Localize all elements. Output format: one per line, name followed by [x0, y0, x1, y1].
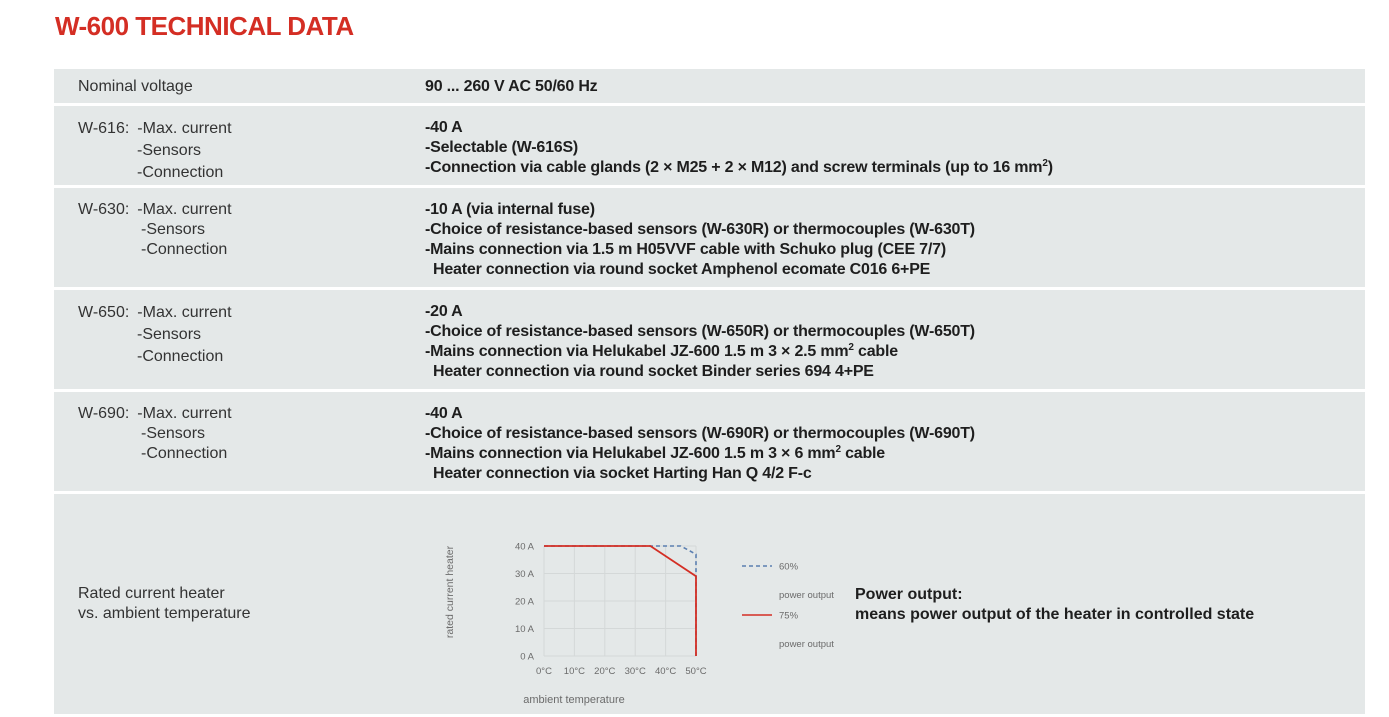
spec-value: [425, 200, 975, 280]
spec-row-w630: [54, 188, 1365, 290]
x-tick-label: 40°C: [654, 666, 677, 677]
value-line: [425, 342, 975, 362]
model-name: W-616:: [78, 120, 130, 137]
value-line: -40 A: [425, 405, 463, 422]
spec-label: [78, 200, 232, 260]
y-tick-label: 40 A: [514, 541, 534, 553]
spec-row-nominal-voltage: [54, 69, 1365, 106]
x-axis-label: ambient temperature: [523, 694, 625, 706]
sub-label: -Sensors: [141, 425, 206, 442]
sub-label: -Sensors: [141, 221, 206, 238]
value-text: -Mains connection via Helukabel JZ-600 1.5 m 3 × 2.5 mm: [425, 343, 849, 360]
y-tick-label: 0 A: [520, 651, 534, 663]
spec-row-w650: [54, 290, 1365, 392]
legend-label: power output: [779, 639, 834, 650]
model-name: W-690:: [78, 405, 130, 422]
chart-svg: [438, 510, 838, 712]
x-tick-label: 10°C: [563, 666, 586, 677]
value-line: Heater connection via round socket Binder series 694 4+PE: [433, 363, 874, 380]
sub-label: -Sensors: [137, 142, 202, 159]
sub-label: -Sensors: [137, 326, 202, 343]
sub-label: -Connection: [137, 164, 224, 181]
value-line: [425, 444, 975, 464]
sub-label: -Max. current: [137, 201, 232, 218]
sub-label: -Max. current: [137, 405, 232, 422]
value-line: -Choice of resistance-based sensors (W-630R) or thermocouples (W-630T): [425, 221, 975, 238]
model-name: W-650:: [78, 304, 130, 321]
y-axis-label: rated current heater: [444, 545, 456, 639]
legend-label: 60%: [779, 561, 799, 573]
value-line: -Mains connection via 1.5 m H05VVF cable with Schuko plug (CEE 7/7): [425, 241, 946, 258]
spec-row-w690: [54, 392, 1365, 494]
model-name: W-630:: [78, 201, 130, 218]
chart-legend: [742, 562, 834, 651]
value-text: -Mains connection via Helukabel JZ-600 1.5 m 3 × 6 mm: [425, 445, 836, 462]
spec-value: [425, 302, 975, 382]
label-line: vs. ambient temperature: [78, 605, 251, 622]
x-tick-labels: [536, 666, 707, 677]
spec-label: [78, 302, 232, 368]
chart-grid: [544, 546, 696, 656]
sub-label: -Max. current: [137, 120, 232, 137]
value-line: Heater connection via round socket Amphenol ecomate C016 6+PE: [433, 261, 931, 278]
sub-label: -Connection: [141, 445, 228, 462]
spec-label: [78, 404, 232, 464]
value-line: [425, 158, 1053, 178]
spec-table: [54, 69, 1365, 714]
value-line: -40 A: [425, 119, 463, 136]
sub-label: -Connection: [141, 241, 228, 258]
superscript: 2: [1042, 158, 1048, 169]
legend-label: 75%: [779, 610, 799, 622]
x-tick-label: 50°C: [685, 666, 707, 677]
spec-label: Nominal voltage: [78, 78, 193, 95]
spec-value: 90 ... 260 V AC 50/60 Hz: [425, 78, 598, 95]
page-title: W-600 TECHNICAL DATA: [55, 11, 354, 41]
sub-label: -Max. current: [137, 304, 232, 321]
value-line: -Selectable (W-616S): [425, 139, 579, 156]
note-line: Power output:: [855, 586, 963, 603]
legend-label: power output: [779, 590, 834, 601]
y-tick-label: 20 A: [514, 596, 534, 608]
spec-value: [425, 118, 1053, 178]
superscript: 2: [848, 342, 854, 353]
value-line: -Choice of resistance-based sensors (W-650R) or thermocouples (W-650T): [425, 323, 975, 340]
value-text: cable: [853, 343, 898, 360]
power-output-note: [855, 585, 1254, 625]
spec-label: [78, 118, 232, 184]
label-line: Rated current heater: [78, 585, 225, 602]
value-text: ): [1047, 159, 1053, 176]
value-line: -Choice of resistance-based sensors (W-690R) or thermocouples (W-690T): [425, 425, 975, 442]
x-tick-label: 0°C: [536, 666, 552, 677]
value-line: -10 A (via internal fuse): [425, 201, 595, 218]
value-text: -Connection via cable glands (2 × M25 + 2 × M12) and screw terminals (up to 16 mm: [425, 159, 1043, 176]
y-tick-label: 30 A: [514, 569, 534, 580]
y-tick-labels: [515, 542, 535, 663]
sub-label: -Connection: [137, 348, 224, 365]
x-tick-label: 20°C: [594, 666, 616, 677]
spec-row-w616: [54, 106, 1365, 188]
y-tick-label: 10 A: [514, 624, 534, 635]
spec-value: [425, 404, 975, 484]
value-line: -20 A: [425, 303, 463, 320]
value-text: cable: [840, 445, 885, 462]
chart-row-label: [78, 584, 251, 624]
value-line: Heater connection via socket Harting Han Q 4/2 F-c: [433, 465, 812, 482]
x-tick-label: 30°C: [624, 666, 646, 677]
current-derating-chart: [438, 510, 838, 712]
superscript: 2: [835, 444, 841, 455]
note-line: means power output of the heater in controlled state: [855, 606, 1255, 623]
spec-row-chart: [54, 494, 1365, 714]
